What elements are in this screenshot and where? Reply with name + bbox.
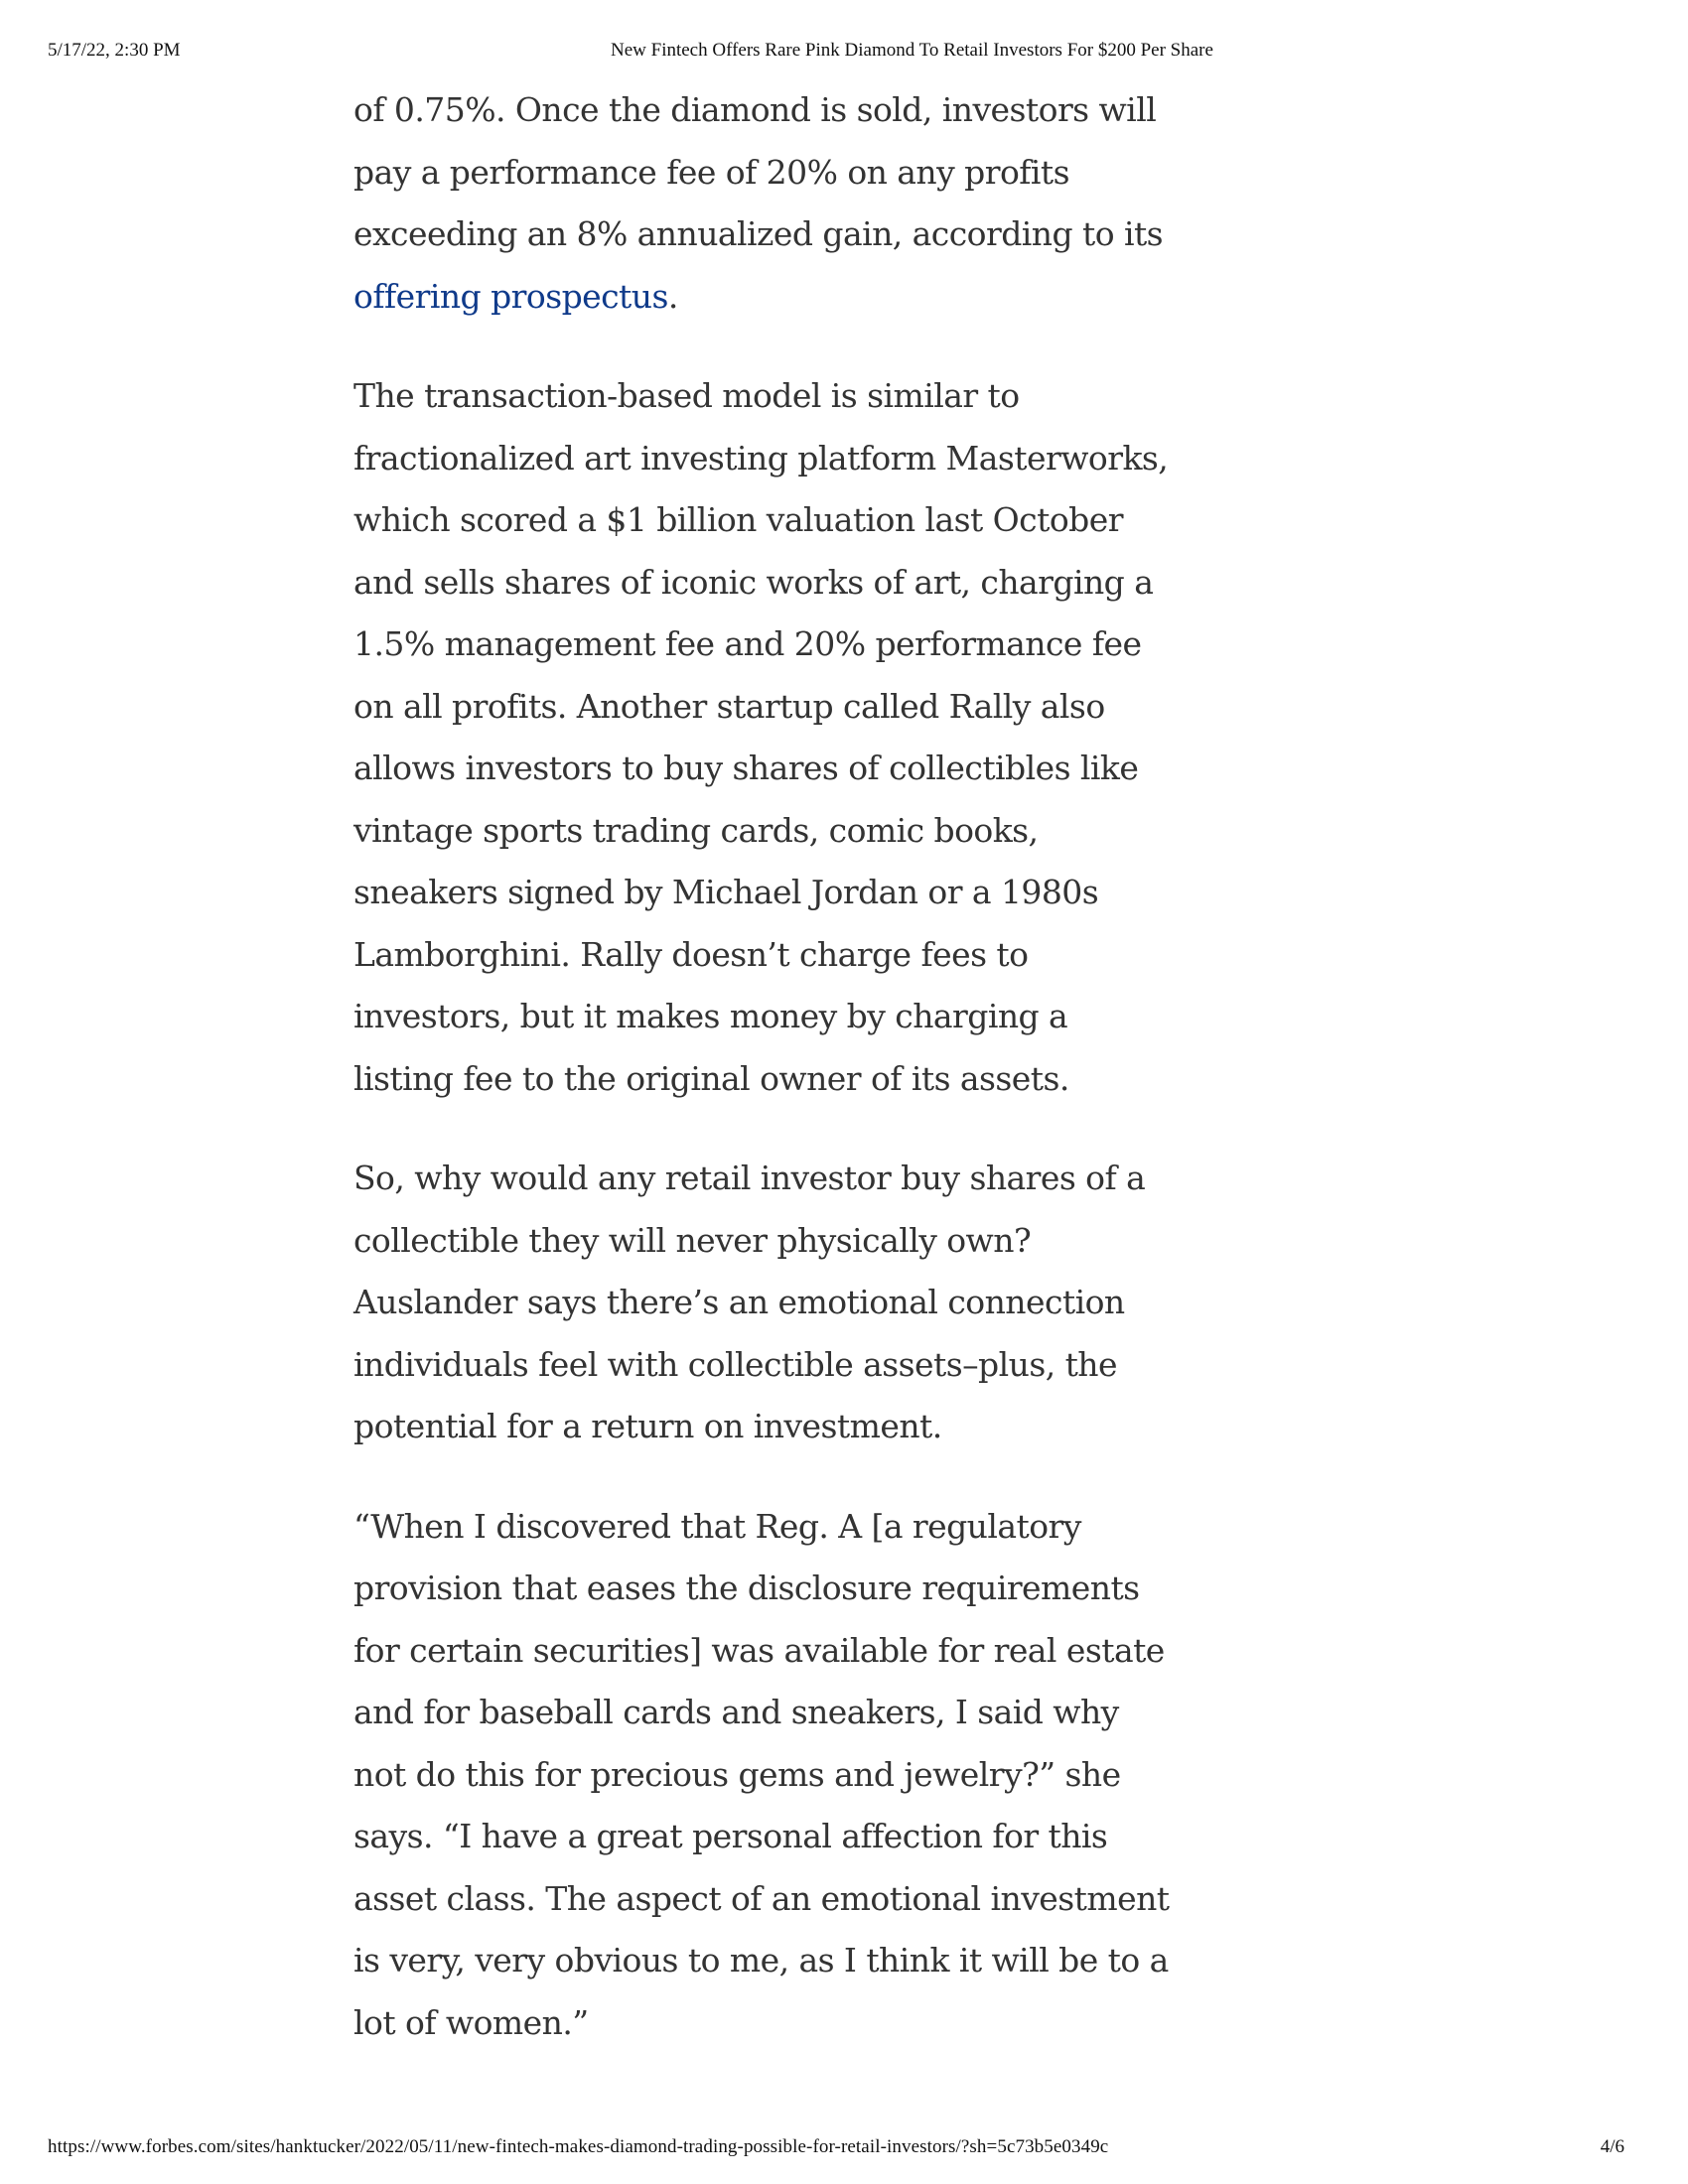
paragraph-fees <box>353 79 1197 328</box>
text-line: and sells shares of iconic works of art, charging a <box>353 562 1154 602</box>
text-line: provision that eases the disclosure requirements <box>353 1569 1140 1607</box>
text-line: So, why would any retail investor buy shares of a <box>353 1159 1146 1197</box>
text-line: individuals feel with collectible assets–plus, the <box>353 1344 1117 1384</box>
text-fragment: . <box>667 276 678 316</box>
text-line: collectible they will never physically own? <box>353 1220 1032 1260</box>
print-footer <box>0 2136 1688 2166</box>
text-line: not do this for precious gems and jewelry?” she <box>353 1754 1121 1794</box>
offering-prospectus-link[interactable]: offering prospectus <box>353 276 668 316</box>
text-line: and for baseball cards and sneakers, I said why <box>353 1693 1119 1731</box>
paragraph-transaction-model <box>353 365 1197 1110</box>
text-line: sneakers signed by Michael Jordan or a 1980s <box>353 873 1099 911</box>
text-line: Lamborghini. Rally doesn’t charge fees to <box>353 934 1029 974</box>
text-line: 1.5% management fee and 20% performance fee <box>353 624 1142 663</box>
text-line: says. “I have a great personal affection for this <box>353 1817 1108 1855</box>
text-line: for certain securities] was available for real estate <box>353 1630 1165 1670</box>
text-line: vintage sports trading cards, comic books, <box>353 810 1039 850</box>
text-line: pay a performance fee of 20% on any profits <box>353 152 1070 192</box>
text-line: asset class. The aspect of an emotional investment <box>353 1878 1170 1918</box>
text-line <box>353 266 1197 329</box>
paragraph-quote <box>353 1496 1197 2055</box>
print-url: https://www.forbes.com/sites/hanktucker/2022/05/11/new-fintech-makes-diamond-trading-possible-for-retail-investors/?sh=5c73b5e0349c <box>48 2136 1109 2157</box>
text-line: exceeding an 8% annualized gain, according to its <box>353 214 1164 253</box>
text-line: The transaction-based model is similar to <box>353 376 1020 415</box>
text-line: of 0.75%. Once the diamond is sold, investors will <box>353 90 1157 129</box>
print-page-title: New Fintech Offers Rare Pink Diamond To Retail Investors For $200 Per Share <box>611 40 1213 61</box>
text-line: “When I discovered that Reg. A [a regulatory <box>353 1506 1081 1546</box>
print-page-number: 4/6 <box>1600 2136 1624 2157</box>
text-line: Auslander says there’s an emotional connection <box>353 1283 1125 1321</box>
paragraph-why-buy <box>353 1148 1197 1458</box>
print-header <box>0 40 1688 69</box>
print-datetime: 5/17/22, 2:30 PM <box>48 40 181 61</box>
text-line: lot of women.” <box>353 2002 589 2042</box>
text-line: fractionalized art investing platform Masterworks, <box>353 438 1169 478</box>
article-body <box>353 79 1197 2092</box>
text-line: potential for a return on investment. <box>353 1407 942 1445</box>
text-line: allows investors to buy shares of collectibles like <box>353 749 1139 787</box>
text-line: investors, but it makes money by charging a <box>353 997 1068 1035</box>
text-line: on all profits. Another startup called Rally also <box>353 686 1105 726</box>
text-line: is very, very obvious to me, as I think it will be to a <box>353 1941 1169 1979</box>
text-line: which scored a $1 billion valuation last October <box>353 500 1123 539</box>
text-line: listing fee to the original owner of its assets. <box>353 1058 1069 1098</box>
